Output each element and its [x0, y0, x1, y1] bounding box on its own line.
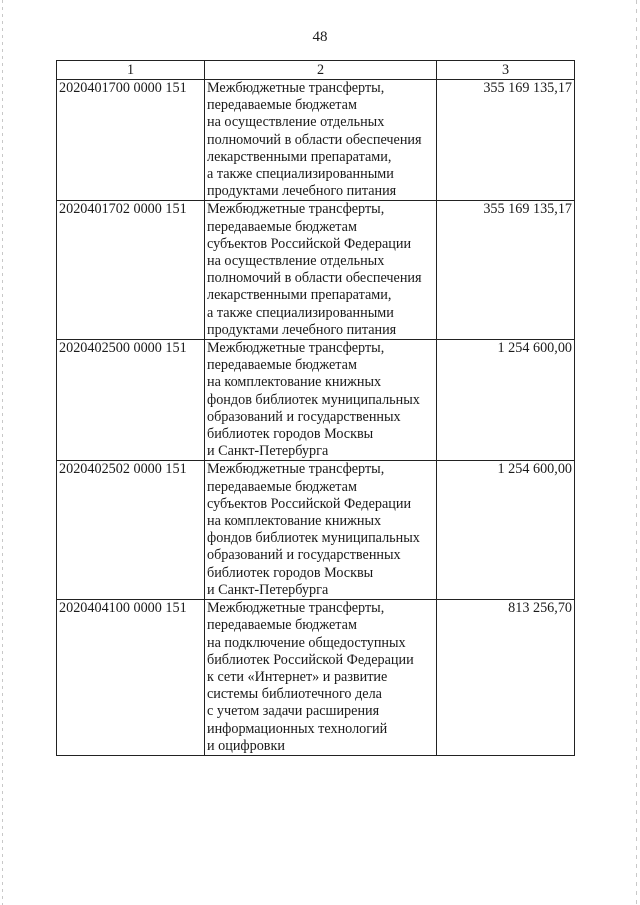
description-cell — [205, 600, 437, 756]
column-header-description: 2 — [205, 61, 437, 80]
scan-edge-right — [636, 0, 637, 905]
description-line: на осуществление отдельных — [207, 253, 385, 270]
description-line: передаваемые бюджетам — [207, 478, 357, 495]
description-line: на подключение общедоступных — [207, 634, 406, 651]
description-line: полномочий в области обеспечения — [207, 270, 422, 287]
amount-cell: 1 254 600,00 — [437, 461, 575, 600]
description-line: лекарственными препаратами, — [207, 287, 392, 304]
description-line: Межбюджетные трансферты, — [207, 340, 385, 357]
description-line: а также специализированными — [207, 166, 394, 183]
description-cell — [205, 461, 437, 600]
description-line: фондов библиотек муниципальных — [207, 530, 420, 547]
table-row — [57, 80, 575, 201]
description-line: фондов библиотек муниципальных — [207, 391, 420, 408]
description-line: на осуществление отдельных — [207, 114, 385, 131]
description-line: передаваемые бюджетам — [207, 357, 357, 374]
column-header-code: 1 — [57, 61, 205, 80]
table-row — [57, 600, 575, 756]
description-line: Межбюджетные трансферты, — [207, 600, 385, 617]
description-line: библиотек Российской Федерации — [207, 651, 414, 668]
description-cell — [205, 340, 437, 461]
description-cell — [205, 80, 437, 201]
scan-edge-left — [2, 0, 3, 905]
description-line: к сети «Интернет» и развитие — [207, 668, 388, 685]
description-line: на комплектование книжных — [207, 374, 382, 391]
description-line: полномочий в области обеспечения — [207, 131, 422, 148]
column-header-amount: 3 — [437, 61, 575, 80]
amount-cell: 355 169 135,17 — [437, 80, 575, 201]
description-line: Межбюджетные трансферты, — [207, 80, 385, 96]
amount-cell: 813 256,70 — [437, 600, 575, 756]
table-row — [57, 461, 575, 600]
description-line: субъектов Российской Федерации — [207, 235, 412, 252]
description-line: библиотек городов Москвы — [207, 564, 374, 581]
amount-cell: 355 169 135,17 — [437, 201, 575, 340]
table-row — [57, 201, 575, 340]
description-line: лекарственными препаратами, — [207, 148, 392, 165]
description-line: с учетом задачи расширения — [207, 703, 380, 720]
description-line: библиотек городов Москвы — [207, 426, 374, 443]
description-line: субъектов Российской Федерации — [207, 495, 412, 512]
budget-code-cell: 2020401700 0000 151 — [57, 80, 205, 201]
description-line: а также специализированными — [207, 304, 394, 321]
description-line: передаваемые бюджетам — [207, 218, 357, 235]
description-line: передаваемые бюджетам — [207, 97, 357, 114]
description-line: продуктами лечебного питания — [207, 183, 397, 200]
description-line: системы библиотечного дела — [207, 686, 382, 703]
budget-code-cell: 2020402500 0000 151 — [57, 340, 205, 461]
table-body — [57, 80, 575, 756]
description-line: информационных технологий — [207, 720, 388, 737]
description-line: и Санкт-Петербурга — [207, 581, 329, 598]
page-number: 48 — [312, 29, 328, 45]
table-header-row — [57, 61, 575, 80]
description-line: на комплектование книжных — [207, 513, 382, 530]
budget-code-cell: 2020401702 0000 151 — [57, 201, 205, 340]
description-cell — [205, 201, 437, 340]
budget-table — [56, 60, 575, 756]
description-line: и Санкт-Петербурга — [207, 443, 329, 460]
description-line: передаваемые бюджетам — [207, 617, 357, 634]
description-line: продуктами лечебного питания — [207, 321, 397, 338]
description-line: образований и государственных — [207, 408, 401, 425]
description-line: и оцифровки — [207, 737, 285, 754]
description-line: Межбюджетные трансферты, — [207, 201, 385, 218]
amount-cell: 1 254 600,00 — [437, 340, 575, 461]
description-line: образований и государственных — [207, 547, 401, 564]
budget-code-cell: 2020404100 0000 151 — [57, 600, 205, 756]
description-line: Межбюджетные трансферты, — [207, 461, 385, 478]
budget-code-cell: 2020402502 0000 151 — [57, 461, 205, 600]
table-row — [57, 340, 575, 461]
